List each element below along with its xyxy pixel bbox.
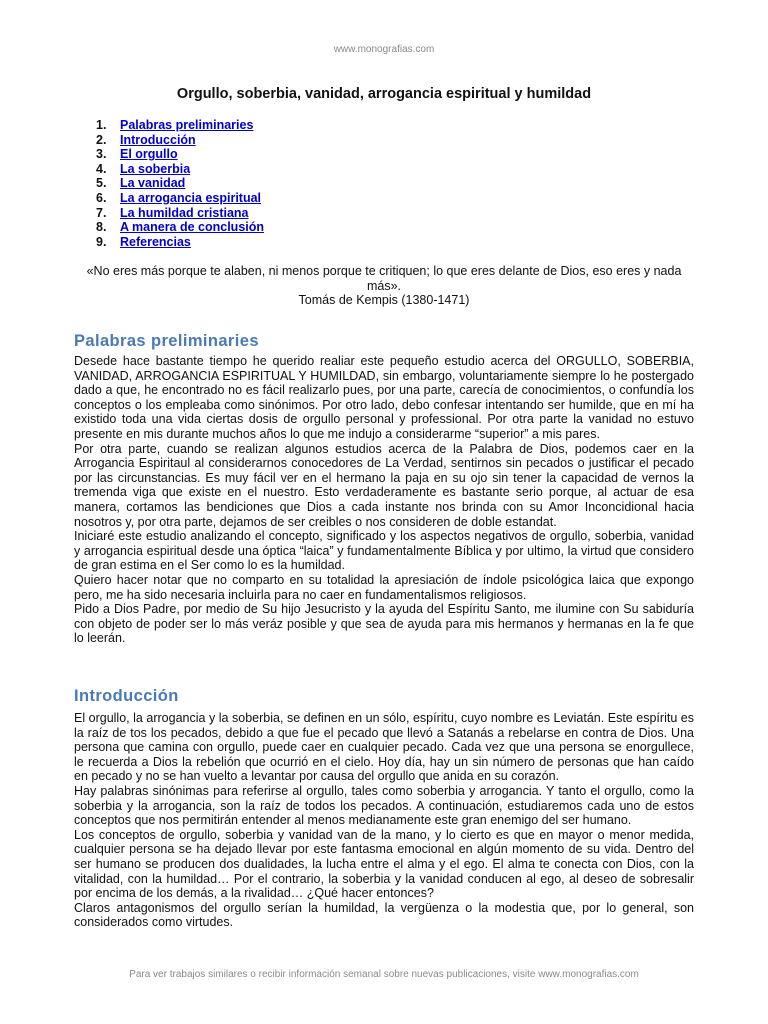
section-palabras-preliminaries: [74, 354, 694, 646]
toc-number: 9.: [96, 234, 107, 249]
toc-item: [96, 206, 264, 221]
epigraph: [74, 264, 694, 308]
toc-number: 3.: [96, 147, 107, 162]
paragraph: El orgullo, la arrogancia y la soberbia, se definen en un sólo, espíritu, cuyo nombre es Leviatán. Este espíritu es la raíz de tos los pecados, debido a que fue el pecado que llevó a Satanás a rebelarse en contra de Dios. Una persona que camina con orgullo, puede caer en cualquier pecado. Cada vez que una persona se enorgullece, le recuerda a Dios la rebelión que ocurrió en el cielo. Hoy día, hay un sin número de personas que han caído en pecado y no se han vuelto a levantar por causa del orgullo que anida en su corazón.: [74, 711, 694, 784]
paragraph: Claros antagonismos del orgullo serían la humildad, la vergüenza o la modestia que, por lo general, son considerados como virtudes.: [74, 900, 694, 930]
toc-item: [96, 176, 264, 191]
toc-number: 1.: [96, 118, 107, 132]
table-of-contents: [96, 118, 264, 249]
toc-item: [96, 235, 264, 250]
document-title: Orgullo, soberbia, vanidad, arrogancia espiritual y humildad: [176, 86, 592, 102]
toc-number: 6.: [96, 190, 107, 205]
header-url: www.monografias.com: [333, 44, 435, 55]
epigraph-text: «No eres más porque te alaben, ni menos porque te critiquen; lo que eres delante de Dios, eso eres y nada más».: [86, 264, 682, 293]
toc-link-la-vanidad[interactable]: La vanidad: [120, 176, 186, 191]
toc-link-a-manera-de-conclusion[interactable]: A manera de conclusión: [120, 220, 265, 235]
toc-link-la-humildad-cristiana[interactable]: La humildad cristiana: [120, 205, 249, 220]
toc-item: [96, 162, 264, 177]
toc-link-referencias[interactable]: Referencias: [120, 234, 191, 249]
toc-link-la-arrogancia-espiritual[interactable]: La arrogancia espiritual: [120, 190, 262, 205]
paragraph: Desede hace bastante tiempo he querido realiar este pequeño estudio acerca del ORGULLO, SOBERBIA, VANIDAD, ARROGANCIA ESPIRITUAL Y HUMILDAD, sin embargo, voluntariamente siempre lo he postergado dado a que, he encontrado no es fácil realizarlo pues, por una parte, carecía de conocimientos, o confundía los conceptos o los empleaba como sinónimos. Por otro lado, debo confesar intentando ser humilde, que en mí ha existido toda una vida ciertas dosis de orgullo personal y professional. Por otra parte la vanidad no estuvo presente en mis durante muchos años lo que me indujo a considerarme “superior” a mis pares.: [74, 354, 694, 441]
section-heading-introduccion: Introducción: [74, 687, 179, 705]
paragraph: Los conceptos de orgullo, soberbia y vanidad van de la mano, y lo cierto es que en mayor o menor medida, cualquier persona se ha dejado llevar por este fantasma emocional en algún momento de su vida. Dentro del ser humano se producen dos dualidades, la lucha entre el alma y el ego. El alma te conecta con Dios, con la vitalidad, con la humildad… Por el contrario, la soberbia y la vanidad conducen al ego, al deseo de sobresalir por encima de los demás, a la rivalidad… ¿Qué hacer entonces?: [74, 827, 694, 901]
section-introduccion: [74, 711, 694, 930]
paragraph: Hay palabras sinónimas para referirse al orgullo, tales como soberbia y arrogancia. Y tanto el orgullo, como la soberbia y la arrogancia, son la raíz de todos los pecados. A continuación, estudiaremos cada uno de estos conceptos que nos permitirán entender al menos medianamente este gran enemigo del ser humano.: [74, 783, 694, 828]
toc-link-la-soberbia[interactable]: La soberbia: [120, 161, 191, 176]
toc-link-introduccion[interactable]: Introducción: [120, 132, 196, 147]
toc-link-palabras-preliminaries[interactable]: Palabras preliminaries: [120, 118, 254, 132]
paragraph: Pido a Dios Padre, por medio de Su hijo Jesucristo y la ayuda del Espíritu Santo, me ilumine con Su sabiduría con objeto de poder ser lo más veráz posible y que sea de ayuda para mis hermanos y hermanas en la fe que lo leerán.: [74, 602, 694, 646]
section-heading-palabras-preliminaries: Palabras preliminaries: [74, 332, 259, 350]
toc-item: [96, 118, 264, 133]
toc-item: [96, 147, 264, 162]
toc-item: [96, 220, 264, 235]
toc-number: 4.: [96, 161, 107, 176]
footer-note: Para ver trabajos similares o recibir información semanal sobre nuevas publicaciones, visite www.monografias.com: [129, 969, 639, 980]
toc-number: 7.: [96, 205, 107, 220]
toc-link-el-orgullo[interactable]: El orgullo: [120, 147, 178, 162]
toc-number: 5.: [96, 176, 107, 191]
paragraph: Quiero hacer notar que no comparto en su totalidad la apresiación de índole psicológica laica que expongo pero, me ha sido necesaria incluirla para no caer en fundamentalismos religiosos.: [74, 572, 694, 602]
toc-number: 8.: [96, 220, 107, 235]
paragraph: Por otra parte, cuando se realizan algunos estudios acerca de la Palabra de Dios, podemos caer en la Arrogancia Espiritaul al considerarnos conocedores de La Verdad, sentirnos sin pecados o justificar el pecado por las circunstancias. Es muy fácil ver en el hermano la paja en su ojo sin tener la capacidad de vernos la tremenda viga que existe en el nuestro. Esto verdaderamente es bastante serio porque, al actuar de esa manera, cortamos las bendiciones que Dios a cada instante nos brinda con su Amor Inconcidional hacia nosotros y, por otra parte, dejamos de ser creibles o nos consideren de doble estandat.: [74, 441, 694, 529]
toc-item: [96, 133, 264, 148]
paragraph: Iniciaré este estudio analizando el concepto, significado y los aspectos negativos de orgullo, soberbia, vanidad y arrogancia espiritual desde una óptica “laica” y fundamentalmente Bíblica y por ultimo, la virtud que considero de gran estima en el Ser como lo es la humildad.: [74, 529, 694, 573]
toc-item: [96, 191, 264, 206]
toc-number: 2.: [96, 132, 107, 147]
epigraph-author: Tomás de Kempis (1380-1471): [298, 293, 470, 308]
